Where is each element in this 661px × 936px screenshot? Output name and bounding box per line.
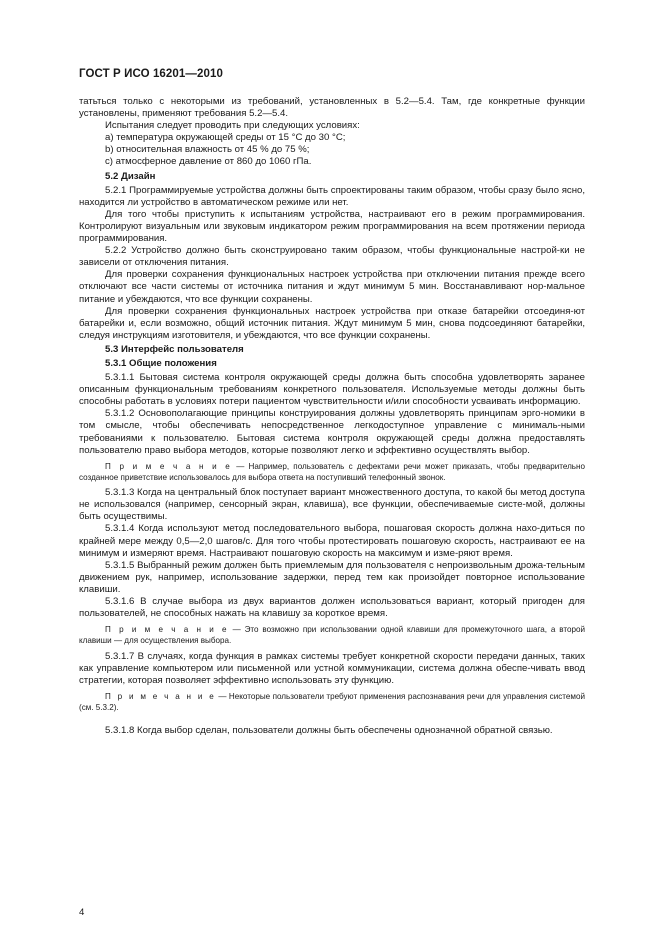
page-number: 4: [79, 907, 85, 918]
list-item: b) относительная влажность от 45 % до 75 %;: [105, 144, 310, 156]
note-text: — Например, пользователь с дефектами речи может приказать, чтобы предварительно созданное приветствие использовалось для выбора ответа на поступивший телефонный звонок.: [79, 461, 585, 482]
note-text: — Некоторые пользователи требуют применения распознавания речи для управления системой (см. 5.3.2).: [79, 691, 586, 713]
document-body: [79, 96, 585, 737]
paragraph: 5.3.1.1 Бытовая система контроля окружающей среды должна быть способна удовлетворять заранее описанным функциональным требованиям конкретного пользователя. Используемые методы должны быть способны работать в условиях потери пациентом чувствительности и/или способности усваивать информацию.: [79, 372, 585, 408]
subsection-heading: 5.3.1 Общие положения: [105, 357, 217, 369]
paragraph: Испытания следует проводить при следующих условиях:: [105, 120, 360, 132]
paragraph: 5.2.2 Устройство должно быть сконструировано таким образом, чтобы функциональные настрой-ки не зависели от отключения питания.: [79, 245, 585, 269]
paragraph: 5.3.1.7 В случаях, когда функция в рамках системы требует конкретной скорости передачи данных, таких как управление компьютером или письменной или устной коммуникации, система должна обеспе-чивать ввод стратегии, которая позволяет эффективно использовать эту функцию.: [79, 650, 585, 686]
list-item: c) атмосферное давление от 860 до 1060 гПа.: [105, 156, 312, 168]
paragraph: Для проверки сохранения функциональных настроек устройства при отключении питания прежде всего отключают все части системы от источника питания и ждут минимум 5 мин. Восстанавливают нор-мальное питание и убеждаются, что все функции сохранены.: [79, 269, 585, 305]
note-label: П р и м е ч а н и е: [105, 625, 229, 635]
paragraph: татьться только с некоторыми из требований, установленных в 5.2—5.4. Там, где конкретные функции установлены, применяют требования 5.2—5.4.: [79, 96, 585, 120]
section-heading: 5.3 Интерфейс пользователя: [105, 343, 244, 355]
paragraph: 5.3.1.3 Когда на центральный блок поступает вариант множественного доступа, то какой бы метод доступа не использовался (например, сенсорный экран, клавиша), все функции, обеспечиваемые систе-мой, должны быть осуществимы.: [79, 487, 585, 523]
note-label: П р и м е ч а н и е: [105, 691, 216, 701]
note-text: — Это возможно при использовании одной клавиши для промежуточного шага, а второй клавиши — для осуществления выбора.: [79, 625, 585, 646]
paragraph: 5.3.1.2 Основополагающие принципы конструирования должны удовлетворять принципам эрго-номики в том смысле, чтобы обеспечивать непосредственное легкодоступное управление с минималь-ными требованиями к пользователю. Бытовая система контроля окружающей среды должна предоставлять пользователю право выбора методов, которые позволяют легко и эффективно осуществлять выбор.: [79, 408, 585, 456]
document-header: ГОСТ Р ИСО 16201—2010: [79, 68, 224, 80]
paragraph: 5.3.1.5 Выбранный режим должен быть приемлемым для пользователя с непроизвольным дрожа-тельным движением рук, например, использование задержки, перед тем как произойдет повторное использование клавиши.: [79, 559, 585, 595]
note-label: П р и м е ч а н и е: [105, 461, 232, 471]
note: [79, 624, 585, 646]
paragraph: 5.3.1.8 Когда выбор сделан, пользователи должны быть обеспечены однозначной обратной связью.: [105, 725, 553, 737]
note: [79, 461, 585, 483]
paragraph: 5.2.1 Программируемые устройства должны быть спроектированы таким образом, чтобы сразу было ясно, находится ли устройство в автоматическом режиме или нет.: [79, 184, 585, 208]
section-heading: 5.2 Дизайн: [105, 170, 156, 182]
paragraph: Для того чтобы приступить к испытаниям устройства, настраивают его в режим программирования. Контролируют визуальным или звуковым индикатором режим программирования на всем протяжении периода программирования.: [79, 208, 585, 245]
paragraph: 5.3.1.6 В случае выбора из двух вариантов должен использоваться вариант, который пригоден для пользователей, не способных нажать на клавишу за короткое время.: [79, 595, 585, 620]
paragraph: 5.3.1.4 Когда используют метод последовательного выбора, пошаговая скорость должна нахо-диться по крайней мере между 0,5—2,0 шагов/с. Для того чтобы протестировать пошаговую скорость, настраивают ее на минимум и измеряют время. Настраивают пошаговую скорость на максимум и изме-ряют время.: [79, 523, 585, 559]
paragraph: Для проверки сохранения функциональных настроек устройства при отказе батарейки отсоединя-ют батарейки и, если возможно, общий источник питания. Ждут минимум 5 мин, снова подсоединяют батарейки, следуя инструкциям изготовителя, и убеждаются, что все функции сохранены.: [79, 305, 585, 341]
note: [79, 691, 585, 713]
list-item: a) температура окружающей среды от 15 °С до 30 °С;: [105, 132, 346, 144]
